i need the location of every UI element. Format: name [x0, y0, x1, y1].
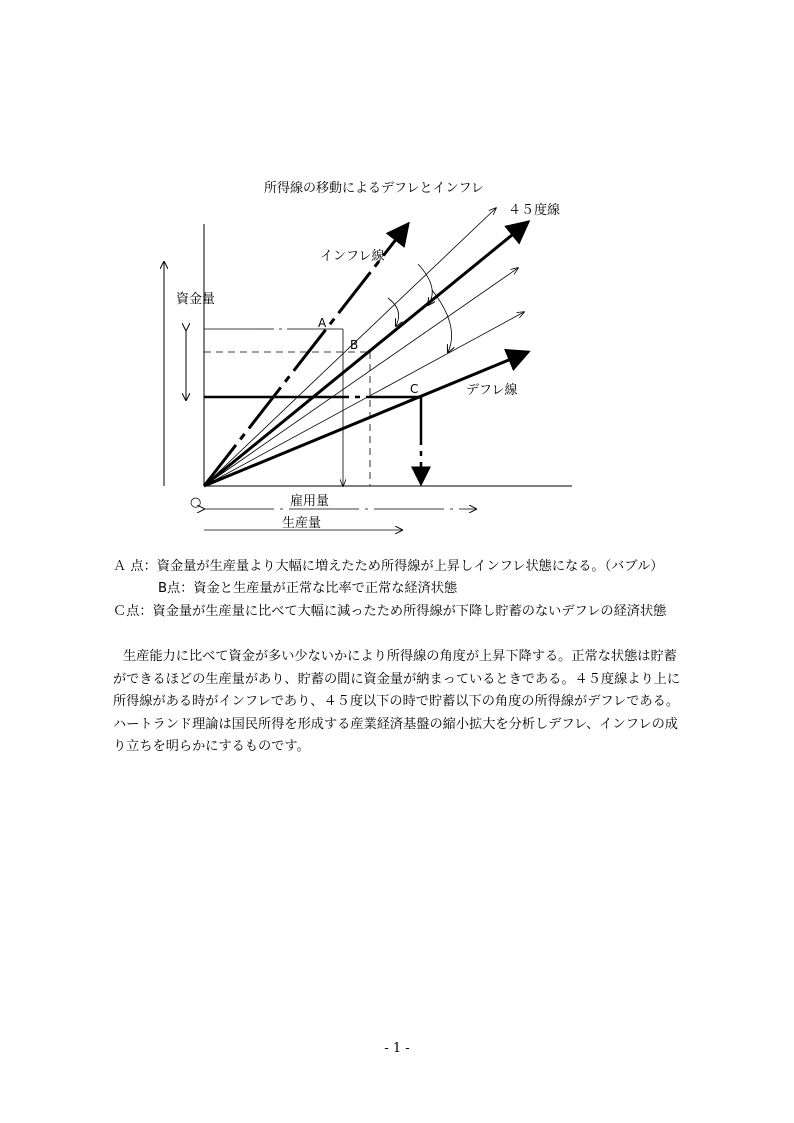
point-c-label: C — [410, 382, 419, 396]
body-paragraph: 生産能力に比べて資金が多い少ないかにより所得線の角度が上昇下降する。正常な状態は貯蓄ができるほどの生産量があり、貯蓄の間に資金量が納まっているときである。４５度線より上に所得線がある時がインフレであり、４５度以下の時で貯蓄以下の角度の所得線がデフレである。ハートランド理論は国民所得を形成する産業経済基盤の縮小拡大を分析しデフレ、インフレの成り立ちを明らかにするものです。 — [113, 649, 681, 754]
fund-amount-label: 資金量 — [176, 292, 216, 307]
deflation-line-label: デフレ線 — [466, 383, 518, 398]
inflation-line-label: インフレ線 — [320, 249, 385, 264]
deflation-line — [204, 352, 528, 486]
point-a-label: A — [318, 316, 327, 330]
origin-label: ○ — [190, 495, 202, 510]
line-45-label: ４５度線 — [508, 203, 561, 218]
diagram-title: 所得線の移動によるデフレとインフレ — [264, 181, 484, 196]
fan-line-3 — [204, 312, 524, 486]
inflation-deflation-diagram — [0, 0, 794, 545]
point-b-description: B点：資金と生産量が正常な比率で正常な経済状態 — [158, 578, 457, 601]
point-c-description: Ｃ点：資金量が生産量に比べて大幅に減ったため所得線が下降し貯蓄のないデフレの経済状態 — [113, 604, 667, 619]
page-number: - 1 - — [384, 1041, 410, 1056]
point-b-label: B — [350, 338, 359, 352]
employment-label: 雇用量 — [290, 494, 330, 509]
production-label: 生産量 — [282, 516, 322, 531]
point-a-description: Ａ 点：資金量が生産量より大幅に増えたため所得線が上昇しインフレ状態になる。（バブル） — [113, 559, 664, 574]
rotation-arc-upper — [418, 264, 432, 305]
